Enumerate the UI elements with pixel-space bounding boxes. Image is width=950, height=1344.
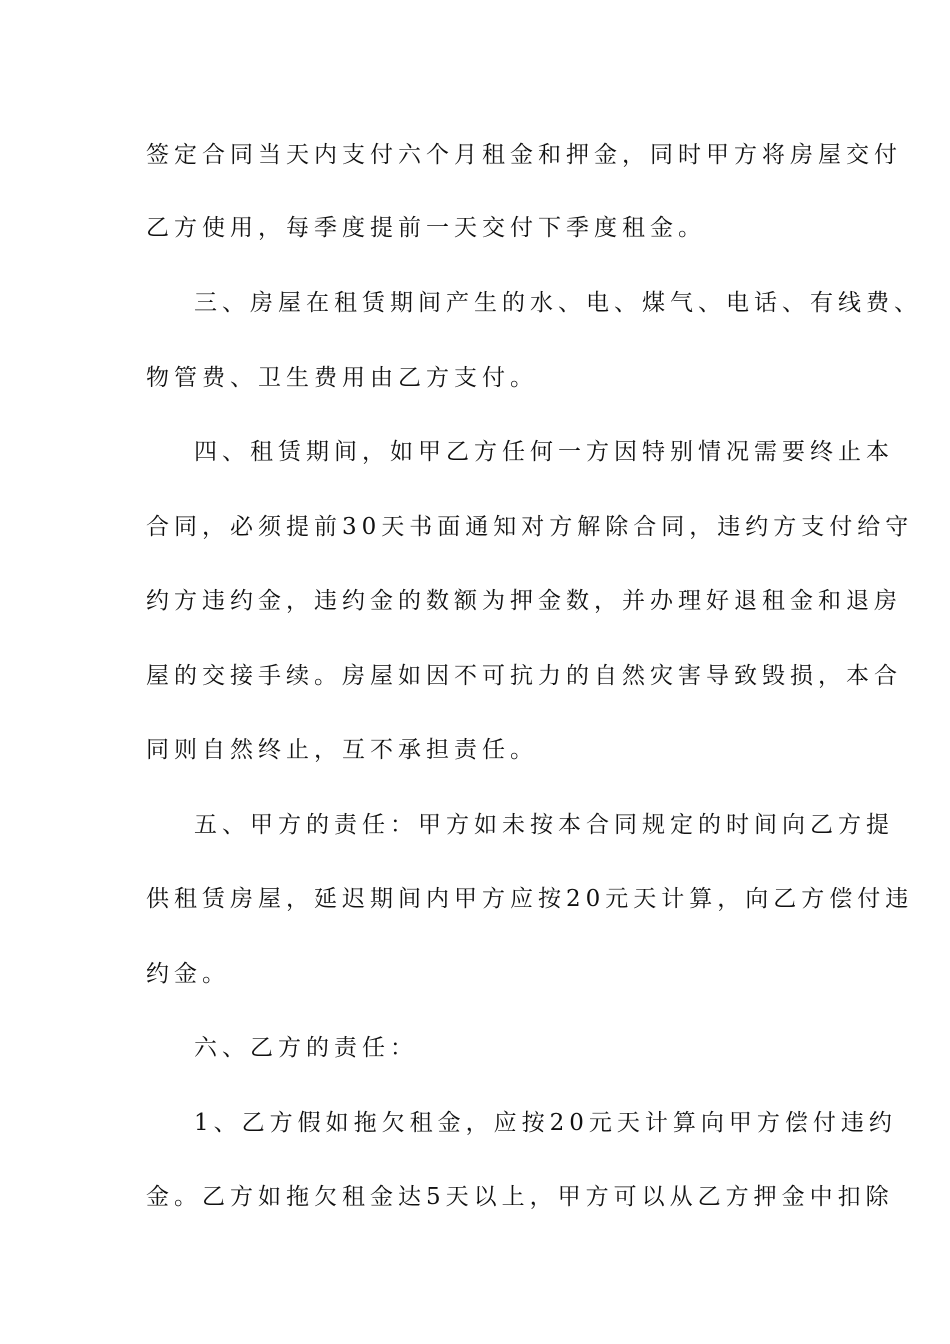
paragraph-6-heading: 六、乙方的责任： — [194, 1035, 418, 1061]
text-line: 金。乙方如拖欠租金达5天以上，甲方可以从乙方押金中扣除 — [146, 1184, 894, 1210]
paragraph-3-start: 三、房屋在租赁期间产生的水、电、煤气、电话、有线费、 — [194, 290, 922, 316]
paragraph-5-start: 五、甲方的责任：甲方如未按本合同规定的时间向乙方提 — [194, 812, 894, 838]
text-line: 供租赁房屋，延迟期间内甲方应按20元天计算，向乙方偿付违 — [146, 886, 914, 912]
text-line: 物管费、卫生费用由乙方支付。 — [146, 365, 538, 391]
text-line: 合同，必须提前30天书面通知对方解除合同，违约方支付给守 — [146, 514, 914, 540]
text-line: 乙方使用，每季度提前一天交付下季度租金。 — [146, 215, 706, 241]
text-line: 同则自然终止，互不承担责任。 — [146, 737, 538, 763]
paragraph-4-start: 四、租赁期间，如甲乙方任何一方因特别情况需要终止本 — [194, 439, 894, 465]
text-line: 签定合同当天内支付六个月租金和押金，同时甲方将房屋交付 — [146, 142, 902, 168]
text-line: 约方违约金，违约金的数额为押金数，并办理好退租金和退房 — [146, 588, 902, 614]
text-line: 约金。 — [146, 961, 230, 987]
clause-1-start: 1、乙方假如拖欠租金，应按20元天计算向甲方偿付违约 — [194, 1110, 897, 1136]
text-line: 屋的交接手续。房屋如因不可抗力的自然灾害导致毁损，本合 — [146, 663, 902, 689]
